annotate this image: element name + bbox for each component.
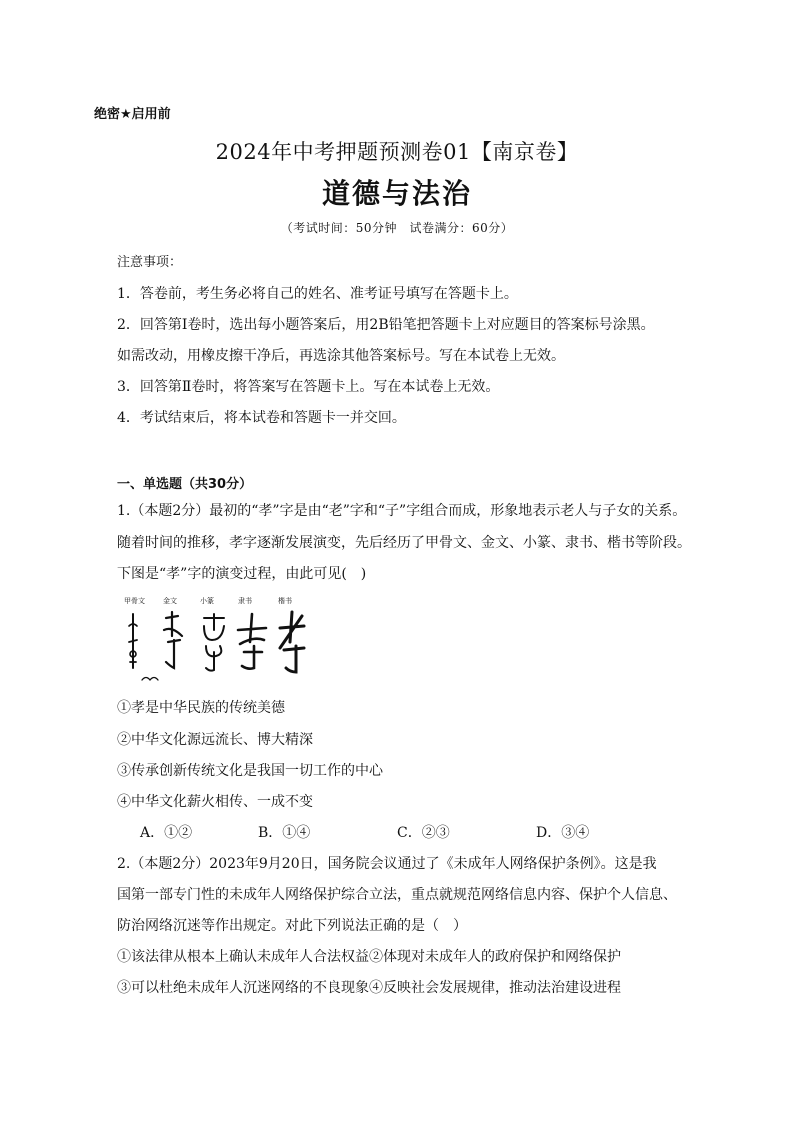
xiao-character-evolution-figure — [120, 596, 310, 688]
question-2-text: 防治网络沉迷等作出规定。对此下列说法正确的是（ ） — [117, 918, 467, 934]
notes-heading: 注意事项： — [117, 255, 183, 270]
note-item: 如需改动，用橡皮擦干净后，再选涂其他答案标号。写在本试卷上无效。 — [117, 348, 565, 364]
note-item: 4．考试结束后，将本试卷和答题卡一并交回。 — [117, 410, 406, 426]
figure-label-clerical: 隶书 — [238, 597, 252, 605]
question-1-statement: ②中华文化源远流长、博大精深 — [117, 732, 313, 748]
figure-label-oracle: 甲骨文 — [124, 597, 145, 605]
question-2-text: 2.（本题2分）2023年9月20日，国务院会议通过了《未成年人网络保护条例》。这是我 — [117, 856, 657, 872]
confidential-mark: 绝密★启用前 — [94, 107, 171, 122]
figure-label-regular: 楷书 — [278, 597, 292, 605]
question-1-text: 下图是“孝”字的演变过程，由此可见( ) — [117, 566, 367, 582]
note-item: 3．回答第Ⅱ卷时，将答案写在答题卡上。写在本试卷上无效。 — [117, 379, 500, 395]
note-item: 2．回答第Ⅰ卷时，选出每小题答案后，用2B铅笔把答题卡上对应题目的答案标号涂黑。 — [117, 317, 655, 333]
calligraphy-glyphs — [120, 596, 310, 688]
exam-title: 2024年中考押题预测卷01【南京卷】 — [215, 140, 579, 164]
question-1-option-c[interactable]: C．②③ — [397, 825, 450, 841]
figure-label-bronze: 金文 — [163, 597, 177, 605]
question-1-option-d[interactable]: D．③④ — [536, 825, 590, 841]
question-1-statement: ①孝是中华民族的传统美德 — [117, 700, 285, 716]
figure-label-seal: 小篆 — [200, 597, 214, 605]
exam-info: （考试时间：50分钟 试卷满分：60分） — [280, 221, 514, 235]
question-1-statement: ④中华文化薪火相传、一成不变 — [117, 794, 313, 810]
question-1-option-a[interactable]: A．①② — [140, 825, 193, 841]
section-heading: 一、单选题（共30分） — [117, 477, 253, 492]
note-item: 1．答卷前，考生务必将自己的姓名、准考证号填写在答题卡上。 — [117, 286, 518, 302]
question-1-text: 随着时间的推移，孝字逐渐发展演变，先后经历了甲骨文、金文、小篆、隶书、楷书等阶段。 — [117, 535, 691, 551]
subject-title: 道德与法治 — [321, 177, 472, 210]
question-2-text: 国第一部专门性的未成年人网络保护综合立法，重点就规范网络信息内容、保护个人信息、 — [117, 887, 677, 903]
question-1-statement: ③传承创新传统文化是我国一切工作的中心 — [117, 763, 383, 779]
question-2-statement: ③可以杜绝未成年人沉迷网络的不良现象④反映社会发展规律，推动法治建设进程 — [117, 980, 621, 996]
question-1-option-b[interactable]: B．①④ — [258, 825, 311, 841]
question-1-text: 1.（本题2分）最初的“孝”字是由“老”字和“子”字组合而成，形象地表示老人与子女的关系。 — [117, 503, 687, 519]
question-2-statement: ①该法律从根本上确认未成年人合法权益②体现对未成年人的政府保护和网络保护 — [117, 949, 621, 965]
